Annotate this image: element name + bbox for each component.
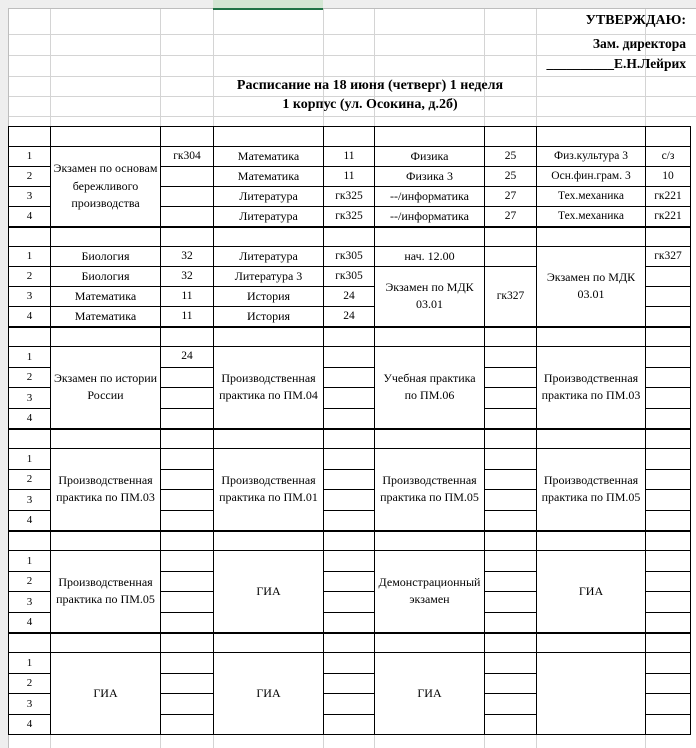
group-header-3[interactable]	[375, 127, 485, 147]
room-cell[interactable]: гк327	[646, 247, 691, 267]
room-column-header[interactable]	[485, 127, 537, 147]
lesson-cell[interactable]: Математика	[214, 147, 324, 167]
room-cell[interactable]	[485, 592, 537, 613]
lesson-cell[interactable]: Физ.культура 3	[537, 147, 646, 167]
pair-number-cell[interactable]: 4	[9, 612, 51, 633]
room-cell[interactable]	[324, 592, 375, 613]
room-cell[interactable]: 25	[485, 147, 537, 167]
room-cell[interactable]	[324, 551, 375, 572]
pair-number-header[interactable]	[9, 531, 51, 551]
room-cell[interactable]	[485, 347, 537, 368]
room-column-header[interactable]	[161, 227, 214, 247]
room-column-header[interactable]	[324, 633, 375, 653]
lesson-cell[interactable]: Литература	[214, 247, 324, 267]
group-header-1[interactable]	[51, 127, 161, 147]
pair-number-cell[interactable]: 2	[9, 367, 51, 388]
group-header-1[interactable]	[51, 227, 161, 247]
room-cell[interactable]: 32	[161, 267, 214, 287]
lesson-cell[interactable]: Производственная практика по ПМ.04	[214, 347, 324, 429]
room-cell[interactable]	[324, 449, 375, 470]
room-cell[interactable]	[646, 388, 691, 409]
lesson-cell[interactable]: Физика	[375, 147, 485, 167]
gridline	[0, 116, 696, 117]
room-column-header[interactable]	[485, 531, 537, 551]
lesson-cell[interactable]: Экзамен по истории России	[51, 347, 161, 429]
room-cell[interactable]	[324, 714, 375, 735]
pair-number-cell[interactable]: 1	[9, 247, 51, 267]
group-header-1[interactable]	[51, 531, 161, 551]
group-header-2[interactable]	[214, 127, 324, 147]
group-header-3[interactable]	[375, 227, 485, 247]
pair-number-cell[interactable]: 3	[9, 287, 51, 307]
room-cell[interactable]	[324, 510, 375, 531]
room-column-header[interactable]	[485, 429, 537, 449]
schedule-table	[8, 126, 691, 735]
lesson-cell[interactable]: Производственная практика по ПМ.01	[214, 449, 324, 531]
room-column-header[interactable]	[646, 327, 691, 347]
room-cell[interactable]	[161, 653, 214, 674]
room-cell[interactable]	[161, 490, 214, 511]
empty-header-cell[interactable]	[646, 633, 691, 653]
room-cell[interactable]	[161, 510, 214, 531]
room-column-header[interactable]	[161, 429, 214, 449]
schedule-subtitle: 1 корпус (ул. Осокина, д.2б)	[282, 97, 458, 112]
approval-line-1: УТВЕРЖДАЮ:	[585, 13, 686, 28]
pair-number-header[interactable]	[9, 429, 51, 449]
pair-number-cell[interactable]: 2	[9, 469, 51, 490]
room-cell[interactable]	[324, 367, 375, 388]
group-header-4[interactable]	[537, 227, 646, 247]
pair-number-cell[interactable]: 2	[9, 673, 51, 694]
room-cell[interactable]	[646, 307, 691, 327]
group-header-2[interactable]	[214, 633, 324, 653]
pair-number-cell[interactable]: 1	[9, 551, 51, 572]
lesson-cell[interactable]: Экзамен по основам бережливого производства	[51, 147, 161, 227]
room-cell[interactable]	[161, 612, 214, 633]
group-header-3[interactable]	[375, 531, 485, 551]
room-cell[interactable]: 11	[324, 167, 375, 187]
room-cell[interactable]: с/з	[646, 147, 691, 167]
lesson-cell[interactable]: Учебная практика по ПМ.06	[375, 347, 485, 429]
room-cell[interactable]	[646, 347, 691, 368]
room-cell[interactable]: 24	[324, 307, 375, 327]
room-cell[interactable]	[485, 673, 537, 694]
room-column-header[interactable]	[161, 127, 214, 147]
pair-number-cell[interactable]: 4	[9, 510, 51, 531]
room-cell[interactable]	[324, 653, 375, 674]
pair-number-cell[interactable]: 1	[9, 653, 51, 674]
room-cell[interactable]: гк305	[324, 267, 375, 287]
lesson-cell[interactable]: Экзамен по МДК 03.01	[375, 267, 485, 327]
room-cell[interactable]: 11	[161, 307, 214, 327]
pair-number-header[interactable]	[9, 633, 51, 653]
room-cell[interactable]	[485, 469, 537, 490]
room-cell[interactable]	[161, 714, 214, 735]
room-cell[interactable]	[485, 449, 537, 470]
approval-line-2: Зам. директора	[592, 36, 686, 51]
room-cell[interactable]	[646, 490, 691, 511]
room-cell[interactable]	[485, 367, 537, 388]
room-cell[interactable]	[324, 694, 375, 715]
room-cell[interactable]	[485, 490, 537, 511]
lesson-cell[interactable]: Биология	[51, 247, 161, 267]
room-cell[interactable]	[646, 367, 691, 388]
lesson-cell[interactable]: Математика	[51, 307, 161, 327]
lesson-cell[interactable]: Экзамен по МДК 03.01	[537, 247, 646, 327]
lesson-cell[interactable]: Математика	[51, 287, 161, 307]
empty-header-cell[interactable]	[537, 633, 646, 653]
pair-number-cell[interactable]: 4	[9, 714, 51, 735]
group-header-4[interactable]	[537, 531, 646, 551]
room-cell[interactable]	[485, 247, 537, 267]
room-cell[interactable]	[161, 571, 214, 592]
group-header-3[interactable]	[375, 429, 485, 449]
lesson-cell[interactable]: Производственная практика по ПМ.05	[537, 449, 646, 531]
room-cell[interactable]	[646, 408, 691, 429]
group-header-2[interactable]	[214, 227, 324, 247]
gridline	[0, 34, 696, 35]
lesson-cell[interactable]: Демонстрационный экзамен	[375, 551, 485, 633]
lesson-cell[interactable]: Производственная практика по ПМ.05	[51, 551, 161, 633]
room-cell[interactable]: гк221	[646, 187, 691, 207]
lesson-cell[interactable]: Производственная практика по ПМ.03	[51, 449, 161, 531]
room-column-header[interactable]	[646, 531, 691, 551]
pair-number-cell[interactable]: 2	[9, 571, 51, 592]
column-header-strip[interactable]	[0, 0, 696, 9]
room-cell[interactable]: 24	[161, 347, 214, 368]
pair-number-cell[interactable]: 4	[9, 307, 51, 327]
room-cell[interactable]	[646, 592, 691, 613]
pair-number-header[interactable]	[9, 127, 51, 147]
room-cell[interactable]: 11	[161, 287, 214, 307]
room-cell[interactable]	[646, 267, 691, 287]
lesson-cell[interactable]: Литература	[214, 187, 324, 207]
lesson-cell[interactable]: --/информатика	[375, 187, 485, 207]
lesson-cell[interactable]: нач. 12.00	[375, 247, 485, 267]
pair-number-cell[interactable]: 2	[9, 267, 51, 287]
room-cell[interactable]	[161, 694, 214, 715]
room-cell[interactable]	[485, 551, 537, 572]
room-cell[interactable]	[646, 714, 691, 735]
pair-number-header[interactable]	[9, 327, 51, 347]
room-cell[interactable]	[161, 167, 214, 187]
group-header-1[interactable]	[51, 327, 161, 347]
room-cell[interactable]	[161, 551, 214, 572]
group-header-2[interactable]	[214, 327, 324, 347]
pair-number-cell[interactable]: 1	[9, 147, 51, 167]
lesson-cell[interactable]	[537, 653, 646, 735]
lesson-cell[interactable]: Математика	[214, 167, 324, 187]
room-cell[interactable]	[324, 612, 375, 633]
room-column-header[interactable]	[324, 327, 375, 347]
room-column-header[interactable]	[485, 327, 537, 347]
room-column-header[interactable]	[646, 227, 691, 247]
group-header-1[interactable]	[51, 633, 161, 653]
pair-number-cell[interactable]: 3	[9, 592, 51, 613]
lesson-cell[interactable]: История	[214, 287, 324, 307]
room-column-header[interactable]	[324, 429, 375, 449]
room-cell[interactable]	[646, 653, 691, 674]
room-cell[interactable]	[161, 388, 214, 409]
room-cell[interactable]: 25	[485, 167, 537, 187]
room-cell[interactable]	[161, 592, 214, 613]
lesson-cell[interactable]: Литература 3	[214, 267, 324, 287]
room-cell[interactable]	[324, 408, 375, 429]
group-header-4[interactable]	[537, 327, 646, 347]
lesson-cell[interactable]: ГИА	[375, 653, 485, 735]
room-column-header[interactable]	[485, 633, 537, 653]
room-cell[interactable]	[646, 287, 691, 307]
room-column-header[interactable]	[161, 531, 214, 551]
room-cell[interactable]	[324, 347, 375, 368]
lesson-cell[interactable]: ГИА	[214, 653, 324, 735]
room-cell[interactable]: гк304	[161, 147, 214, 167]
room-cell[interactable]	[161, 449, 214, 470]
room-cell[interactable]	[161, 673, 214, 694]
room-cell[interactable]	[324, 673, 375, 694]
room-column-header[interactable]	[161, 327, 214, 347]
room-cell[interactable]	[485, 571, 537, 592]
lesson-cell[interactable]: Тех.механика	[537, 207, 646, 227]
room-cell[interactable]: 27	[485, 187, 537, 207]
room-column-header[interactable]	[646, 127, 691, 147]
room-cell[interactable]: 10	[646, 167, 691, 187]
room-cell[interactable]: 11	[324, 147, 375, 167]
pair-number-cell[interactable]: 3	[9, 187, 51, 207]
room-cell[interactable]: гк327	[485, 267, 537, 327]
room-cell[interactable]	[485, 408, 537, 429]
room-cell[interactable]: гк305	[324, 247, 375, 267]
room-cell[interactable]: 27	[485, 207, 537, 227]
group-header-4[interactable]	[537, 127, 646, 147]
room-cell[interactable]	[161, 469, 214, 490]
group-header-1[interactable]	[51, 429, 161, 449]
selected-column-indicator	[213, 0, 323, 10]
room-cell[interactable]	[646, 510, 691, 531]
room-column-header[interactable]	[646, 429, 691, 449]
room-cell[interactable]: гк325	[324, 207, 375, 227]
room-cell[interactable]	[485, 694, 537, 715]
room-cell[interactable]: 32	[161, 247, 214, 267]
group-header-3[interactable]	[375, 327, 485, 347]
lesson-cell[interactable]: Тех.механика	[537, 187, 646, 207]
room-column-header[interactable]	[324, 127, 375, 147]
room-cell[interactable]	[161, 408, 214, 429]
group-header-3[interactable]	[375, 633, 485, 653]
room-cell[interactable]	[324, 490, 375, 511]
room-column-header[interactable]	[324, 531, 375, 551]
approval-line-3: __________Е.Н.Лейрих	[546, 56, 686, 71]
pair-number-cell[interactable]: 2	[9, 167, 51, 187]
room-cell[interactable]	[646, 571, 691, 592]
schedule-title: Расписание на 18 июня (четверг) 1 неделя	[236, 78, 504, 93]
room-cell[interactable]	[324, 469, 375, 490]
room-column-header[interactable]	[324, 227, 375, 247]
lesson-cell[interactable]: ГИА	[537, 551, 646, 633]
group-header-2[interactable]	[214, 429, 324, 449]
room-cell[interactable]	[646, 449, 691, 470]
lesson-cell[interactable]: История	[214, 307, 324, 327]
pair-number-cell[interactable]: 4	[9, 207, 51, 227]
pair-number-cell[interactable]: 1	[9, 347, 51, 368]
room-cell[interactable]	[646, 551, 691, 572]
gridline	[0, 76, 696, 77]
lesson-cell[interactable]: --/информатика	[375, 207, 485, 227]
lesson-cell[interactable]: Литература	[214, 207, 324, 227]
pair-number-cell[interactable]: 3	[9, 694, 51, 715]
room-cell[interactable]	[646, 673, 691, 694]
room-cell[interactable]	[161, 187, 214, 207]
room-cell[interactable]	[485, 714, 537, 735]
lesson-cell[interactable]: Физика 3	[375, 167, 485, 187]
pair-number-cell[interactable]: 3	[9, 490, 51, 511]
room-cell[interactable]: 24	[324, 287, 375, 307]
room-cell[interactable]	[161, 207, 214, 227]
group-header-4[interactable]	[537, 429, 646, 449]
room-cell[interactable]: гк221	[646, 207, 691, 227]
room-cell[interactable]	[324, 571, 375, 592]
pair-number-header[interactable]	[9, 227, 51, 247]
pair-number-cell[interactable]: 3	[9, 388, 51, 409]
lesson-cell[interactable]: Производственная практика по ПМ.05	[375, 449, 485, 531]
room-cell[interactable]	[485, 388, 537, 409]
lesson-cell[interactable]: Производственная практика по ПМ.03	[537, 347, 646, 429]
room-cell[interactable]	[646, 469, 691, 490]
lesson-cell[interactable]: Биология	[51, 267, 161, 287]
pair-number-cell[interactable]: 4	[9, 408, 51, 429]
lesson-cell[interactable]: ГИА	[214, 551, 324, 633]
room-column-header[interactable]	[485, 227, 537, 247]
room-cell[interactable]	[646, 612, 691, 633]
lesson-cell[interactable]: Осн.фин.грам. 3	[537, 167, 646, 187]
room-cell[interactable]	[646, 694, 691, 715]
room-cell[interactable]	[324, 388, 375, 409]
room-cell[interactable]	[485, 653, 537, 674]
room-cell[interactable]: гк325	[324, 187, 375, 207]
room-column-header[interactable]	[161, 633, 214, 653]
room-cell[interactable]	[485, 612, 537, 633]
pair-number-cell[interactable]: 1	[9, 449, 51, 470]
group-header-2[interactable]	[214, 531, 324, 551]
lesson-cell[interactable]: ГИА	[51, 653, 161, 735]
room-cell[interactable]	[161, 367, 214, 388]
room-cell[interactable]	[485, 510, 537, 531]
